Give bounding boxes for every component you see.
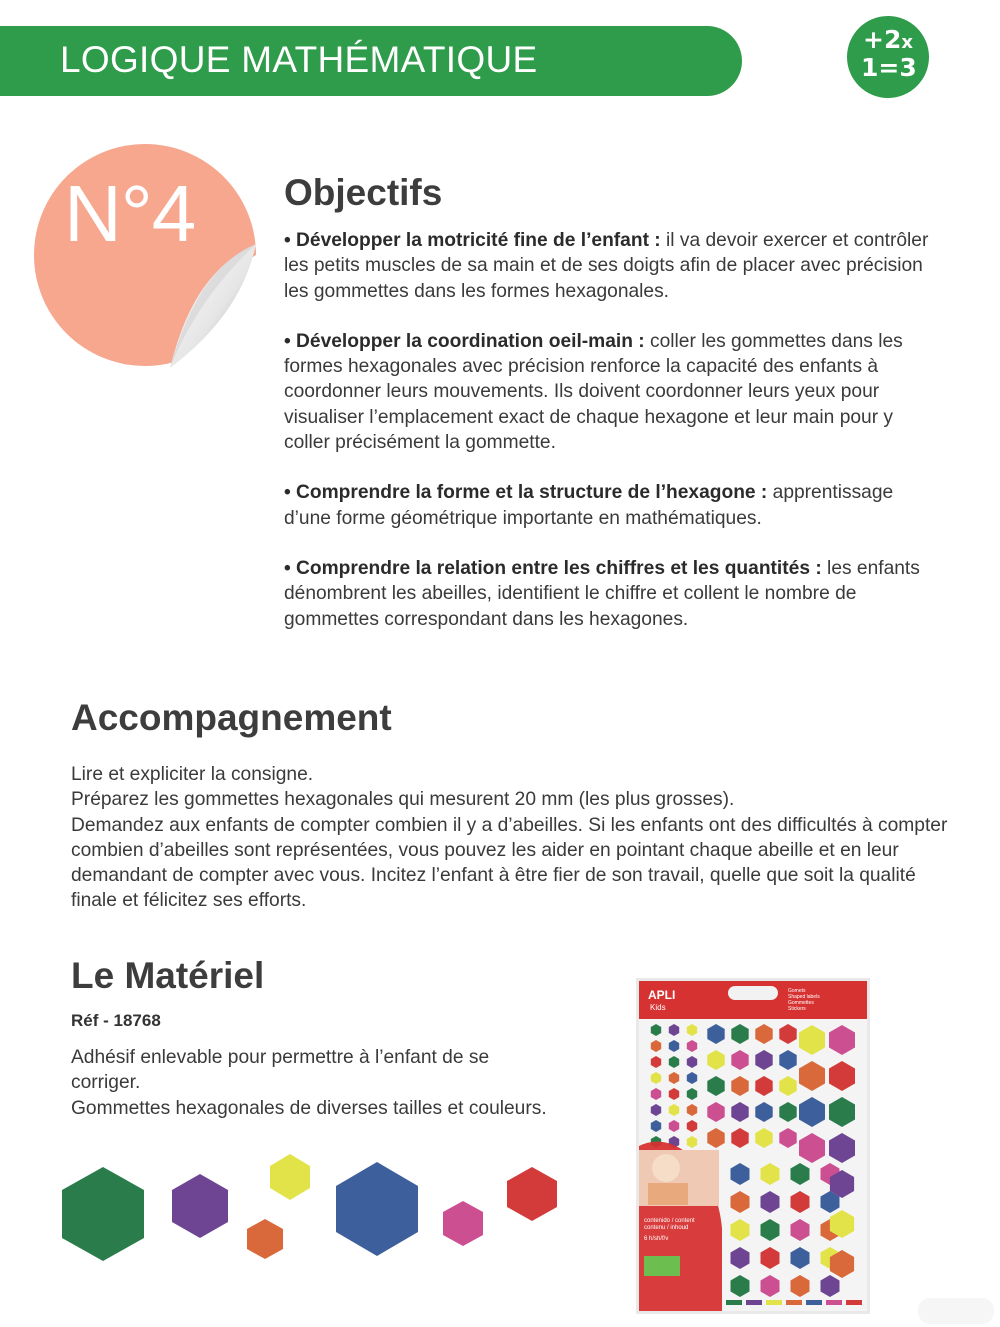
product-color-bar bbox=[746, 1300, 762, 1305]
hexagon-yellow bbox=[270, 1154, 310, 1200]
hexagon-pink bbox=[443, 1201, 483, 1246]
section-title: LOGIQUE MATHÉMATIQUE bbox=[60, 39, 538, 80]
material-heading: Le Matériel bbox=[71, 955, 265, 996]
hexagon-red bbox=[507, 1167, 557, 1221]
sticker-pack-image bbox=[636, 978, 870, 1314]
product-contents: contenu / inhoud bbox=[644, 1225, 689, 1231]
material-description bbox=[71, 1045, 551, 1121]
accompaniment-text bbox=[71, 762, 951, 914]
product-brand-sub: Kids bbox=[650, 1003, 666, 1012]
hexagon-orange bbox=[247, 1219, 283, 1259]
material-line: Gommettes hexagonales de diverses tailles et couleurs. bbox=[71, 1097, 547, 1119]
product-label: Stickers bbox=[788, 1006, 806, 1012]
accompaniment-paragraph: Lire et expliciter la consigne. bbox=[71, 764, 314, 785]
product-color-bar bbox=[786, 1300, 802, 1305]
activity-number: N°4 bbox=[64, 169, 196, 258]
product-label: Shaped labels bbox=[788, 994, 820, 1000]
product-label: Gommettes bbox=[788, 1000, 814, 1006]
hexagon-green bbox=[62, 1167, 144, 1261]
objectives-heading: Objectifs bbox=[284, 172, 443, 213]
accompaniment-heading: Accompagnement bbox=[71, 697, 392, 738]
hexagon-purple bbox=[172, 1174, 228, 1238]
objective-item: • Développer la motricité fine de l’enfant : il va devoir exercer et contrôler les petits muscles de sa main et de ses doigts afin de placer avec précision les gommettes dans les formes hexagonales. bbox=[284, 230, 929, 302]
accompaniment-paragraph: Préparez les gommettes hexagonales qui mesurent 20 mm (les plus grosses). bbox=[71, 789, 735, 811]
product-label: Gomets bbox=[788, 988, 806, 994]
hexagon-blue bbox=[336, 1162, 418, 1256]
material-line: Adhésif enlevable pour permettre à l’enfant de se corriger. bbox=[71, 1047, 490, 1094]
math-logo-badge bbox=[847, 16, 929, 98]
accompaniment-paragraph: Demandez aux enfants de compter combien il y a d’abeilles. Si les enfants ont des difficultés à compter combien d’abeilles sont représentées, vous pouvez les aider en pointant chaque abeille et en leur demandant de compter avec vous. Incitez l’enfant à être fier de son travail, quelle que soit la qualité finale et félicitez ses efforts. bbox=[71, 814, 948, 912]
product-contents: contenido / content bbox=[644, 1218, 695, 1224]
math-badge-line-1: +2x bbox=[863, 25, 913, 54]
objectives-list bbox=[284, 228, 944, 657]
header-banner bbox=[0, 26, 742, 96]
corner-mark bbox=[918, 1298, 994, 1324]
decorative-hexagons bbox=[0, 1140, 600, 1280]
product-color-bar bbox=[826, 1300, 842, 1305]
product-brand: APLI bbox=[648, 988, 676, 1002]
product-color-bar bbox=[846, 1300, 862, 1305]
product-color-bar bbox=[806, 1300, 822, 1305]
product-count: 6 h/sh/f/v bbox=[644, 1236, 669, 1242]
product-color-bar bbox=[726, 1300, 742, 1305]
product-color-bar bbox=[766, 1300, 782, 1305]
objective-item: • Comprendre la relation entre les chiffres et les quantités : les enfants dénombrent les abeilles, identifient le chiffre et collent le nombre de gommettes correspondant dans les hexagones. bbox=[284, 557, 920, 630]
product-reference: Réf - 18768 bbox=[71, 1011, 161, 1030]
math-badge-line-2: 1=3 bbox=[861, 53, 917, 82]
objective-item: • Comprendre la forme et la structure de l’hexagone : apprentissage d’une forme géométrique importante en mathématiques. bbox=[284, 482, 894, 529]
objective-item: • Développer la coordination oeil-main : coller les gommettes dans les formes hexagonales avec précision renforce la capacité des enfants à coordonner leurs mouvements. Ils doivent coordonner leurs yeux pour visualiser l’emplacement exact de chaque hexagone et leur main pour y coller précisément la gommette. bbox=[284, 330, 903, 454]
